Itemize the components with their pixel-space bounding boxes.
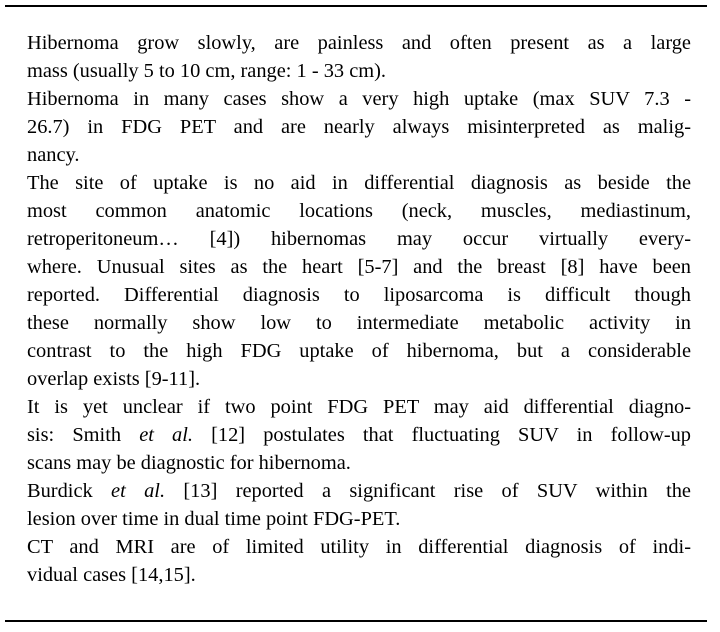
text-line: CT and MRI are of limited utility in differential diagnosis of indi- [27, 536, 691, 558]
text-line: The site of uptake is no aid in differential diagnosis as beside the [27, 172, 691, 194]
text-line: nancy. [27, 144, 80, 166]
text-line: scans may be diagnostic for hibernoma. [27, 452, 351, 474]
text-fragment: Burdick [27, 480, 112, 502]
text-fragment: [12] postulates that fluctuating SUV in follow-up [193, 424, 692, 446]
text-line: Hibernoma in many cases show a very high uptake (max SUV 7.3 - [27, 88, 691, 110]
text-line: Hibernoma grow slowly, are painless and often present as a large [27, 32, 691, 54]
text-content [27, 29, 691, 589]
text-line: lesion over time in dual time point FDG-PET. [27, 508, 401, 530]
text-line: overlap exists [9-11]. [27, 368, 201, 390]
italic-text: et al. [139, 424, 193, 446]
text-line: It is yet unclear if two point FDG PET may aid differential diagno- [27, 396, 691, 418]
text-line: these normally show low to intermediate metabolic activity in [27, 312, 691, 334]
text-line: where. Unusual sites as the heart [5-7] and the breast [8] have been [27, 256, 691, 278]
text-line: 26.7) in FDG PET and are nearly always misinterpreted as malig- [27, 116, 691, 138]
text-line: retroperitoneum… [4]) hibernomas may occur virtually every- [27, 228, 691, 250]
text-fragment: sis: Smith [27, 424, 140, 446]
text-line [27, 477, 691, 505]
text-line: mass (usually 5 to 10 cm, range: 1 - 33 cm). [27, 60, 387, 82]
text-line: vidual cases [14,15]. [27, 564, 196, 586]
italic-text: et al. [111, 480, 166, 502]
text-line: most common anatomic locations (neck, muscles, mediastinum, [27, 200, 691, 222]
text-line: contrast to the high FDG uptake of hibernoma, but a considerable [27, 340, 691, 362]
text-line: reported. Differential diagnosis to liposarcoma is difficult though [27, 284, 691, 306]
text-fragment: [13] reported a significant rise of SUV within the [165, 480, 691, 502]
text-line [27, 421, 691, 449]
